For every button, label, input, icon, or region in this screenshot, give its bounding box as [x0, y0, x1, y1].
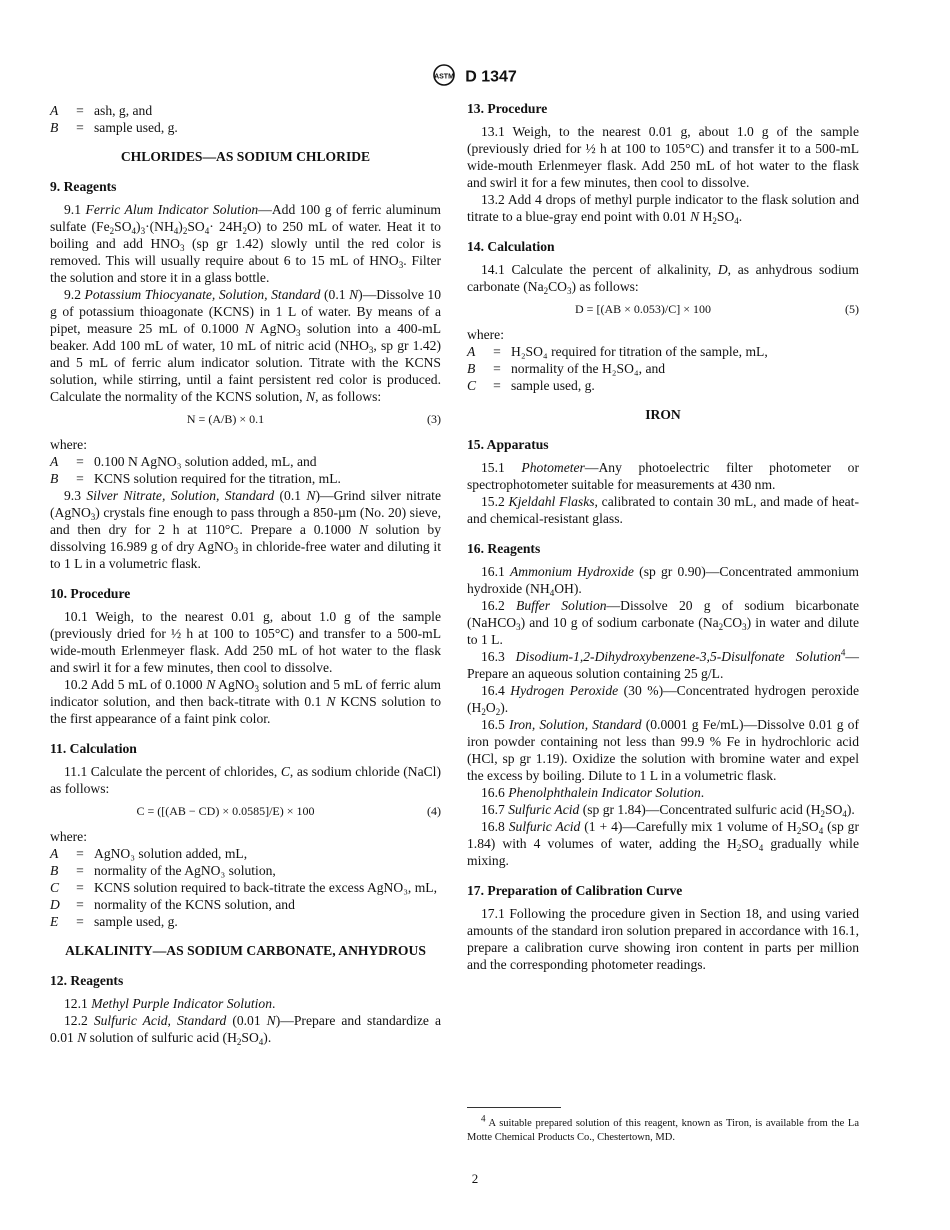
def-row: B = normality of the H₂SO₄, and	[467, 361, 666, 376]
svg-text:ASTM: ASTM	[434, 73, 455, 81]
left-column	[50, 100, 441, 1046]
para-16-8: 16.8 Sulfuric Acid (1 + 4)—Carefully mix 1 volume of $H_2SO_4$ (sp gr 1.84) with 4 volumes of water, adding the $H_2SO_4$ gradually while mixing.	[467, 819, 859, 868]
para-16-1: 16.1 Ammonium Hydroxide (sp gr 0.90)—Concentrated ammonium hydroxide $(NH_4OH)$.	[467, 564, 859, 598]
defs-eq4: where: A = AgNO₃ solution added, mL, B = normality of the AgNO₃ solution, C = KCNS solution required to back-titrate the excess AgNO₃, mL, D = normality of the KCNS solution, and E = sample used, g.	[50, 828, 441, 930]
right-column	[467, 100, 859, 973]
footnote-divider	[467, 1107, 561, 1108]
para-16-4: 16.4 Hydrogen Peroxide (30 %)—Concentrated hydrogen peroxide $(H_2O_2)$.	[467, 683, 860, 717]
para-15-2: 15.2 Kjeldahl Flasks, calibrated to contain 30 mL, and made of heat- and chemical-resistant glass.	[467, 494, 859, 526]
equation-3: N = (A/B) × 0.1 (3)	[186, 412, 441, 426]
para-15-1: 15.1 Photometer—Any photoelectric filter photometer or spectrophotometer suitable for measurements at 430 nm.	[467, 460, 859, 492]
section-14-heading: 14. Calculation	[467, 239, 555, 254]
def-row: C = sample used, g.	[467, 378, 595, 393]
para-13-2: 13.2 Add 4 drops of methyl purple indicator to the flask solution and titrate to a blue-gray end point with 0.01 N $H_2SO_4$.	[467, 192, 859, 226]
def-row: B = normality of the AgNO₃ solution,	[50, 863, 276, 878]
section-16-heading: 16. Reagents	[467, 541, 541, 556]
defs-ash	[50, 102, 441, 136]
defs-eq5: where: A = H₂SO₄ required for titration of the sample, mL, B = normality of the H₂SO₄, and C = sample used, g.	[467, 326, 859, 394]
astm-logo-icon	[433, 64, 455, 91]
iron-title: IRON	[645, 407, 681, 422]
para-13-1: 13.1 Weigh, to the nearest 0.01 g, about 1.0 g of the sample (previously dried for ½ h at 100 to 105°C) and transfer it to a 500-mL wide-mouth Erlenmeyer flask. Add 250 mL of hot water to the flask and swirl it for a few minutes, then cool to dissolve.	[467, 124, 859, 190]
section-17-heading: 17. Preparation of Calibration Curve	[467, 883, 683, 898]
def-row: A = AgNO₃ solution added, mL,	[50, 846, 248, 861]
def-row: A = ash, g, and	[50, 103, 153, 118]
def-row: D = normality of the KCNS solution, and	[50, 897, 295, 912]
def-row: B = sample used, g.	[50, 120, 178, 135]
section-12-heading: 12. Reagents	[50, 973, 124, 988]
def-row: A = 0.100 N AgNO₃ solution added, mL, and	[50, 454, 317, 469]
section-11-heading: 11. Calculation	[50, 741, 137, 756]
para-11-1: 11.1 Calculate the percent of chlorides, C, as sodium chloride (NaCl) as follows:	[50, 764, 441, 796]
def-row: E = sample used, g.	[50, 914, 178, 929]
section-15-heading: 15. Apparatus	[467, 437, 549, 452]
def-row: C = KCNS solution required to back-titrate the excess AgNO₃, mL,	[50, 880, 438, 895]
equation-5: D = [(AB × 0.053)/C] × 100 (5)	[575, 302, 859, 316]
para-9-1: 9.1 Ferric Alum Indicator Solution—Add 100 g of ferric aluminum sulfate $(Fe_2SO_4)_3\cdot(NH_4)_2SO_4\cdot 24H_2O$) to 250 mL of water. Heat it to boiling and add $HNO_3$ (sp gr 1.42) slowly until the red color is removed. This will usually require about 6 to 15 mL of $HNO_3$. Filter the solution and store it in a glass bottle.	[50, 202, 442, 285]
para-10-2: 10.2 Add 5 mL of 0.1000 N AgNO$_3$ solution and 5 mL of ferric alum indicator solution, and then back-titrate with 0.1 N KCNS solution to the first appearance of a faint pink color.	[50, 677, 441, 726]
alkalinity-title: ALKALINITY—AS SODIUM CARBONATE, ANHYDROUS	[65, 943, 426, 958]
para-16-5: 16.5 Iron, Solution, Standard (0.0001 g Fe/mL)—Dissolve 0.01 g of iron powder containing not less than 99.9 % Fe in hydrochloric acid (HCl, sp gr 1.19). Oxidize the solution with bromine water and expel the excess by boiling. Dilute to 1 L in a volumetric flask.	[467, 717, 859, 783]
footnote: $^4$ A suitable prepared solution of this reagent, known as Tiron, is available from the La Motte Chemical Products Co., Chestertown, MD.	[467, 1113, 859, 1143]
para-12-1: 12.1 Methyl Purple Indicator Solution.	[64, 996, 276, 1011]
para-9-2: 9.2 Potassium Thiocyanate, Solution, Standard (0.1 N)—Dissolve 10 g of potassium thioagonate (KCNS) in 1 L of water. By means of a pipet, measure 25 mL of 0.1000 N AgNO$_3$ solution into a 400-mL beaker. Add 100 mL of water, 10 mL of nitric acid ($NHO_3$, sp gr 1.42) and 5 mL of ferric alum indicator solution. Titrate with the KCNS solution, while stirring, until a faint persistent red color is produced. Calculate the normality of the KCNS solution, N, as follows:	[50, 287, 442, 404]
equation-4: C = ([(AB − CD) × 0.0585]/E) × 100 (4)	[136, 804, 441, 818]
para-10-1: 10.1 Weigh, to the nearest 0.01 g, about 1.0 g of the sample (previously dried for ½ h at 100 to 105°C) and transfer to a 500-mL wide-mouth Erlenmeyer flask. Add 250 mL of hot water to the flask and swirl it for a few minutes, then cool to dissolve.	[50, 609, 441, 675]
section-13-heading: 13. Procedure	[467, 101, 548, 116]
para-17-1: 17.1 Following the procedure given in Section 18, and using varied amounts of the standard iron solution prepared in accordance with 16.1, prepare a calibration curve showing iron content in parts per million and the corresponding photometer readings.	[467, 906, 859, 972]
chlorides-title: CHLORIDES—AS SODIUM CHLORIDE	[120, 149, 371, 164]
page-header	[0, 64, 950, 91]
para-16-3: 16.3 Disodium-1,2-Dihydroxybenzene-3,5-Disulfonate Solution$^4$—Prepare an aqueous solution containing 25 g/L.	[467, 647, 860, 681]
section-10-heading: 10. Procedure	[50, 586, 131, 601]
para-12-2: 12.2 Sulfuric Acid, Standard (0.01 N)—Prepare and standardize a 0.01 N solution of sulfuric acid $(H_2SO_4)$.	[50, 1013, 441, 1047]
section-9-heading: 9. Reagents	[50, 179, 117, 194]
def-row: A = H₂SO₄ required for titration of the sample, mL,	[467, 344, 768, 359]
designation: D 1347	[465, 68, 517, 86]
para-9-3: 9.3 Silver Nitrate, Solution, Standard (0.1 N)—Grind silver nitrate (AgNO$_3$) crystals fine enough to pass through a 850-µm (No. 20) sieve, and then dry for 2 h at 110°C. Prepare a 0.1000 N solution by dissolving 16.989 g of dry AgNO$_3$ in chloride-free water and diluting it to 1 L in a volumetric flask.	[50, 488, 441, 571]
defs-eq3: where: A = 0.100 N AgNO₃ solution added, mL, and B = KCNS solution required for the titration, mL.	[50, 436, 441, 487]
para-16-2: 16.2 Buffer Solution—Dissolve 20 g of sodium bicarbonate (NaHCO$_3$) and 10 g of sodium carbonate $(Na_2CO_3)$ in water and dilute to 1 L.	[467, 598, 859, 647]
para-16-6: 16.6 Phenolphthalein Indicator Solution.	[481, 785, 705, 800]
footnote-ref: 4	[840, 647, 846, 658]
para-16-7: 16.7 Sulfuric Acid (sp gr 1.84)—Concentrated sulfuric acid $(H_2SO_4)$.	[481, 802, 855, 819]
def-row: B = KCNS solution required for the titration, mL.	[50, 471, 341, 486]
para-14-1: 14.1 Calculate the percent of alkalinity, D, as anhydrous sodium carbonate $(Na_2CO_3)$ as follows:	[467, 262, 859, 296]
page-number: 2	[471, 1171, 479, 1186]
